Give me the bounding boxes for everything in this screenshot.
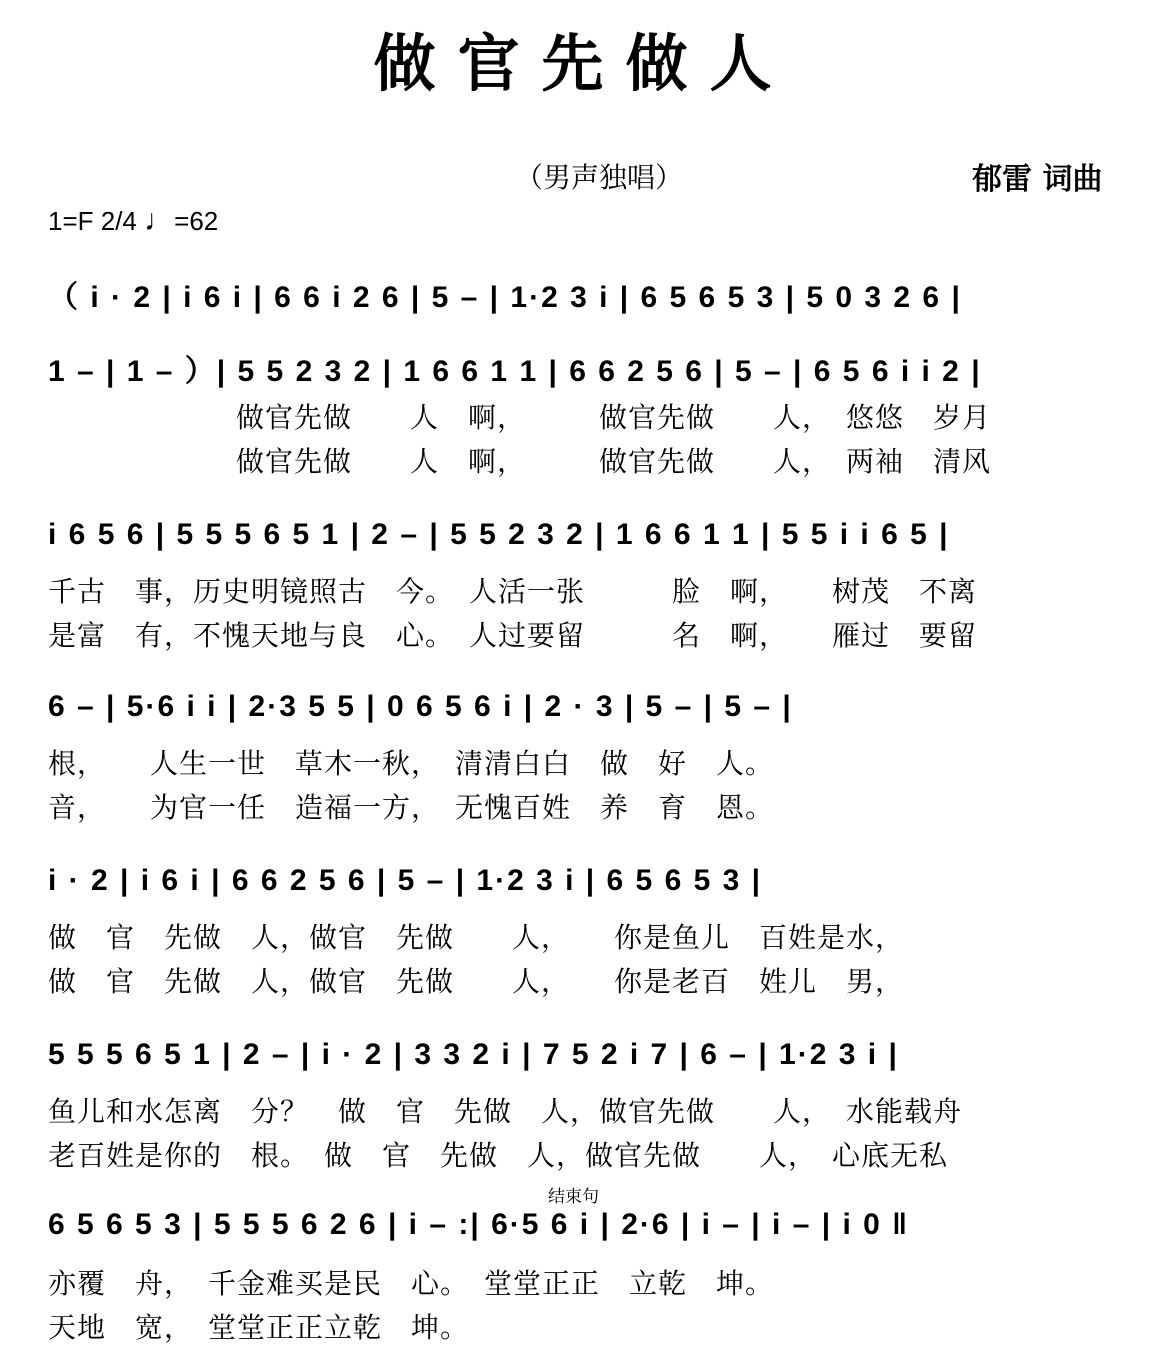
lyric-system-2-verse-2: 做官先做 人 啊， 做官先做 人， 两袖 清风 <box>236 445 992 478</box>
lyric-system-4-verse-1: 根， 人生一世 草木一秋， 清清白白 做 好 人。 <box>48 747 775 780</box>
quarter-note-icon: ♩ <box>144 204 175 237</box>
lyric-system-7-verse-2: 天地 宽， 堂堂正正立乾 坤。 <box>48 1311 470 1344</box>
notation-system-3: i 6 5 6 | 5 5 5 6 5 1 | 2 – | 5 5 2 3 2 | 1 6 6 1 1 | 5 5 i i 6 5 | <box>48 518 950 551</box>
key-time-signature: 1=F 2/4 <box>48 206 137 236</box>
lyric-system-3-verse-1: 千古 事，历史明镜照古 今。 人活一张 脸 啊， 树茂 不离 <box>48 575 978 608</box>
tempo-value: =62 <box>174 206 219 236</box>
lyric-system-2-verse-1: 做官先做 人 啊， 做官先做 人， 悠悠 岁月 <box>236 401 992 434</box>
lyric-system-7-verse-1: 亦覆 舟， 千金难买是民 心。 堂堂正正 立乾 坤。 <box>48 1267 775 1300</box>
lyric-system-6-verse-2: 老百姓是你的 根。 做 官 先做 人，做官先做 人， 心底无私 <box>48 1139 949 1172</box>
lyric-system-5-verse-2: 做 官 先做 人，做官 先做 人， 你是老百 姓儿 男， <box>48 965 905 998</box>
notation-system-5: i · 2 | i 6 i | 6 6 2 5 6 | 5 – | 1·2 3 i | 6 5 6 5 3 | <box>48 864 763 897</box>
performance-note: （男声独唱） <box>515 161 684 194</box>
notation-system-1: （ i · 2 | i 6 i | 6 6 i 2 6 | 5 – | 1·2 3 i | 6 5 6 5 3 | 5 0 3 2 6 | <box>48 281 962 314</box>
author-credit: 郁雷 词曲 <box>972 162 1103 197</box>
notation-system-6: 5 5 5 6 5 1 | 2 – | i · 2 | 3 3 2 i | 7 5 2 i 7 | 6 – | 1·2 3 i | <box>48 1038 899 1071</box>
song-title: 做官先做人 <box>373 27 794 100</box>
key-tempo <box>48 204 218 238</box>
notation-system-4: 6 – | 5·6 i i | 2·3 5 5 | 0 6 5 6 i | 2 · 3 | 5 – | 5 – | <box>48 690 793 723</box>
notation-system-2: 1 – | 1 – ）| 5 5 2 3 2 | 1 6 6 1 1 | 6 6 2 5 6 | 5 – | 6 5 6 i i 2 | <box>48 355 982 388</box>
notation-system-7: 6 5 6 5 3 | 5 5 5 6 2 6 | i – :| 6·5 6 i | 2·6 | i – | i – | i 0 ‖ <box>48 1208 910 1241</box>
lyric-system-5-verse-1: 做 官 先做 人，做官 先做 人， 你是鱼儿 百姓是水， <box>48 921 905 954</box>
lyric-system-6-verse-1: 鱼儿和水怎离 分？ 做 官 先做 人，做官先做 人， 水能载舟 <box>48 1095 963 1128</box>
lyric-system-4-verse-2: 音， 为官一任 造福一方， 无愧百姓 养 育 恩。 <box>48 791 775 824</box>
lyric-system-3-verse-2: 是富 有，不愧天地与良 心。 人过要留 名 啊， 雁过 要留 <box>48 619 978 652</box>
ending-label: 结束句 <box>548 1187 599 1207</box>
